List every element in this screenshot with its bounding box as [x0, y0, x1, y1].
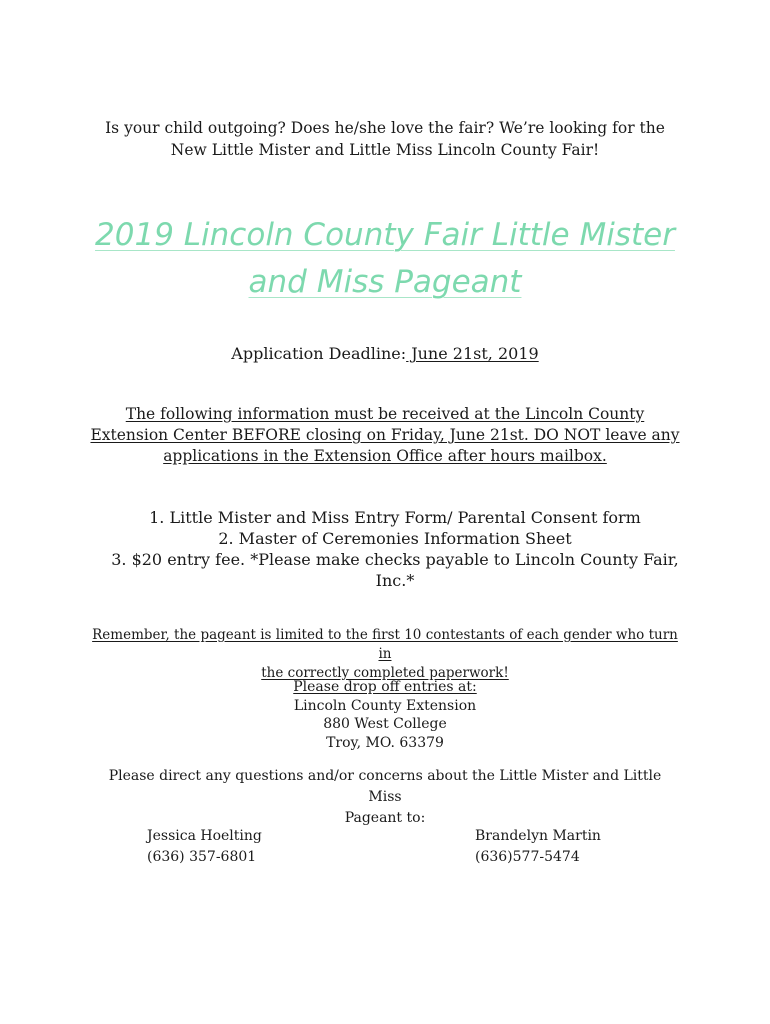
- requirement-line-2: Extension Center BEFORE closing on Friday, June 21st. DO NOT leave any: [90, 426, 680, 444]
- notice-line-1: Remember, the pageant is limited to the first 10 contestants of each gender who turn in: [92, 627, 678, 662]
- dropoff-heading: Please drop off entries at:: [293, 679, 477, 695]
- contact-name: Brandelyn Martin: [475, 828, 601, 844]
- dropoff-address: [160, 678, 610, 752]
- pageant-title-line-1: 2019 Lincoln County Fair Little Mister: [95, 217, 675, 253]
- list-item: 3. $20 entry fee. *Please make checks payable to Lincoln County Fair,: [111, 550, 679, 569]
- questions-text: [95, 766, 675, 829]
- list-item: 2. Master of Ceremonies Information Sheet: [218, 529, 572, 548]
- submission-requirement: [85, 404, 685, 467]
- deadline-label: Application Deadline:: [231, 344, 407, 363]
- requirement-line-3: applications in the Extension Office after hours mailbox.: [163, 447, 607, 465]
- dropoff-street: 880 West College: [323, 716, 447, 732]
- contact-phone: (636)577-5474: [475, 849, 580, 865]
- intro-line-2: New Little Mister and Little Miss Lincoln County Fair!: [170, 141, 600, 159]
- list-item: 1. Little Mister and Miss Entry Form/ Parental Consent form: [149, 508, 641, 527]
- contact-name: Jessica Hoelting: [147, 828, 262, 844]
- contact-jessica: [147, 826, 262, 868]
- intro-line-1: Is your child outgoing? Does he/she love the fair? We’re looking for the: [105, 119, 665, 137]
- contact-phone: (636) 357-6801: [147, 849, 257, 865]
- list-item: Inc.*: [375, 571, 415, 590]
- notice-line-2: the correctly completed paperwork!: [261, 665, 509, 681]
- pageant-title-line-2: and Miss Pageant: [248, 264, 522, 300]
- questions-line-2: Pageant to:: [344, 810, 426, 826]
- contestant-limit-notice: [85, 626, 685, 683]
- pageant-title: [50, 212, 720, 306]
- dropoff-city: Troy, MO. 63379: [326, 734, 444, 751]
- intro-text: [60, 117, 710, 161]
- dropoff-name: Lincoln County Extension: [293, 697, 477, 714]
- application-deadline: [60, 342, 710, 366]
- requirement-line-1: The following information must be received at the Lincoln County: [125, 405, 645, 423]
- required-items-list: [100, 507, 690, 591]
- deadline-date: June 21st, 2019: [406, 344, 539, 363]
- contact-brandelyn: [475, 826, 601, 868]
- questions-line-1: Please direct any questions and/or concerns about the Little Mister and Little Miss: [108, 768, 662, 805]
